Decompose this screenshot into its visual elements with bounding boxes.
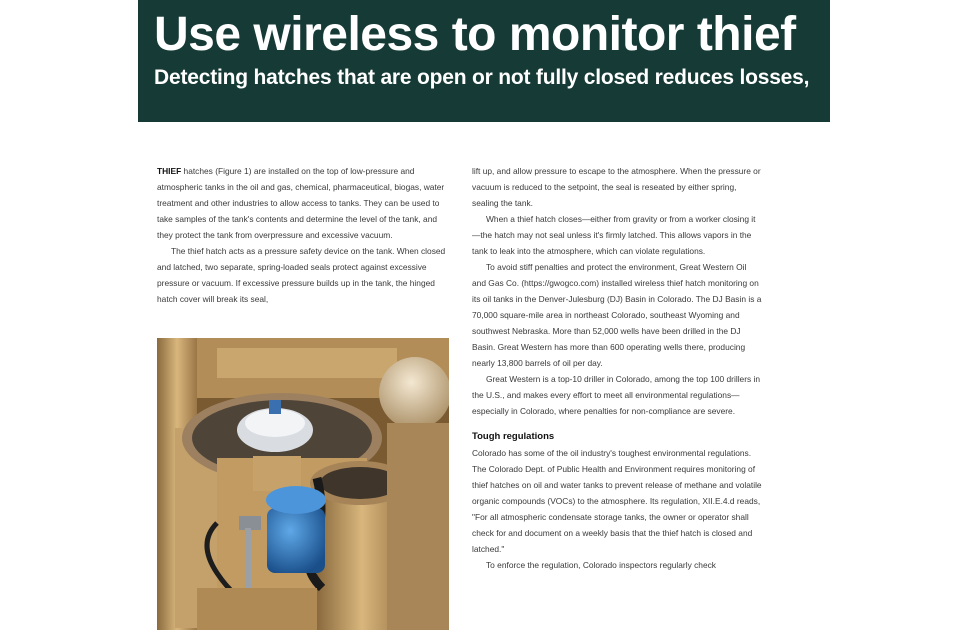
photo-illustration: [157, 338, 449, 630]
paragraph: Colorado has some of the oil industry's toughest environmental regulations. The Colorado Dept. of Public Health and Environment requires monitoring of thief hatches on oil and water tanks to prevent release of methane and volatile organic compounds (VOCs) to the atmosphere. Its regulation, XII.E.4.d reads, "For all atmospheric condensate storage tanks, the owner or operator shall check for and document on a weekly basis that the thief hatch is closed and latched.": [472, 448, 762, 554]
article-column-left: [157, 163, 448, 307]
paragraph-text: hatches (Figure 1) are installed on the top of low-pressure and atmospheric tanks in the oil and gas, chemical, pharmaceutical, biogas, water treatment and other industries to allow access to tanks. They can be used to take samples of the tank's contents and determine the level of the tank, and they protect the tank from overpressure and excessive vacuum.: [157, 166, 445, 240]
paragraph: To avoid stiff penalties and protect the environment, Great Western Oil and Gas Co. (https://gwogco.com) installed wireless thief hatch monitoring on its oil tanks in the Denver-Julesburg (DJ) Basin in Colorado. The DJ Basin is a 70,000 square-mile area in northeast Colorado, southeast Wyoming and southwest Nebraska. More than 52,000 wells have been drilled in the DJ Basin. Great Western has more than 600 operating wells there, producing nearly 13,800 barrels of oil per day.: [472, 262, 762, 368]
article-title: Use wireless to monitor thief: [154, 8, 796, 61]
paragraph: Great Western is a top-10 driller in Colorado, among the top 100 drillers in the U.S., and makes every effort to meet all environmental regulations—especially in Colorado, where penalties for non-compliance are severe.: [472, 374, 761, 416]
paragraph: The thief hatch acts as a pressure safety device on the tank. When closed and latched, two separate, spring-loaded seals protect against excessive pressure or vacuum. If excessive pressure builds up in the tank, the hinged hatch cover will break its seal,: [157, 246, 446, 304]
thief-hatch-photo: [157, 338, 449, 630]
lead-word: THIEF: [157, 166, 182, 176]
paragraph: lift up, and allow pressure to escape to the atmosphere. When the pressure or vacuum is reduced to the setpoint, the seal is reseated by either spring, sealing the tank.: [472, 166, 761, 208]
article-subtitle: Detecting hatches that are open or not fully closed reduces losses,: [154, 66, 810, 89]
article-column-right: [472, 163, 762, 573]
paragraph: When a thief hatch closes—either from gravity or from a worker closing it—the hatch may not seal unless it's firmly latched. This allows vapors in the tank to leak into the atmosphere, which can violate regulations.: [472, 214, 756, 256]
section-subheading: Tough regulations: [472, 431, 555, 442]
paragraph-intro: [157, 163, 448, 243]
paragraph: To enforce the regulation, Colorado inspectors regularly check: [486, 560, 716, 570]
article-header-banner: [138, 0, 830, 122]
